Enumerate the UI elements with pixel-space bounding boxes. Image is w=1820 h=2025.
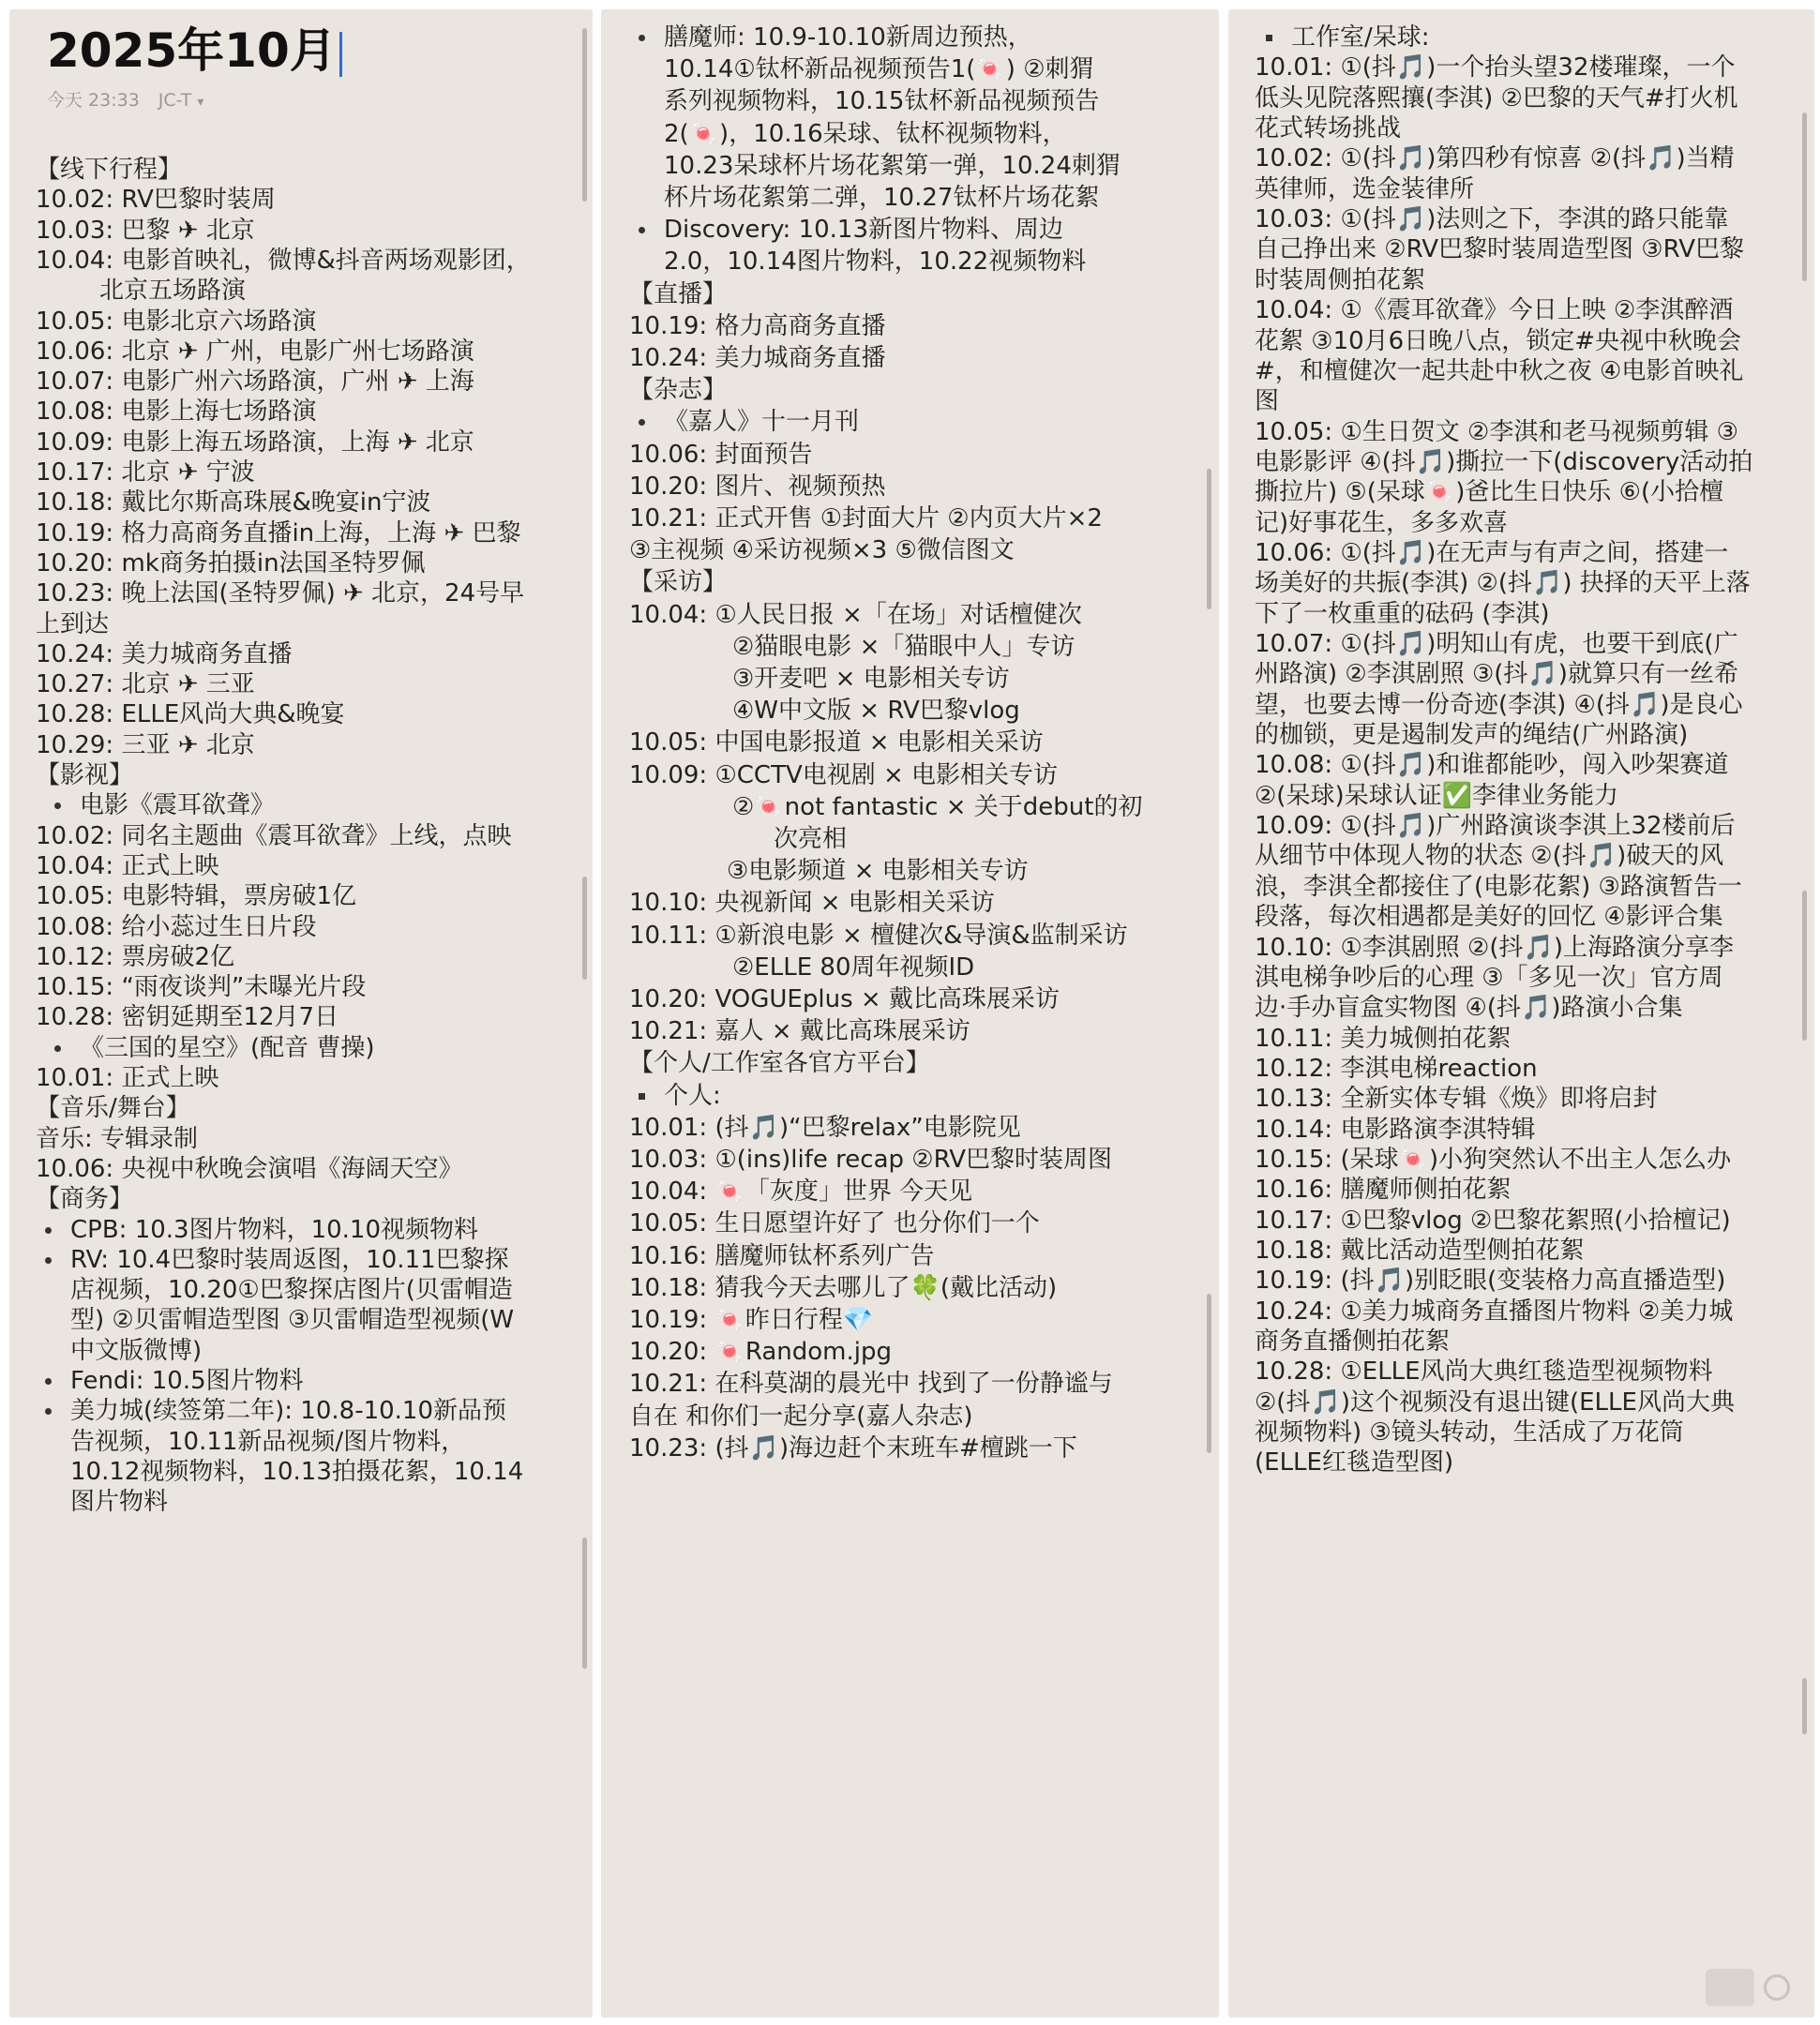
line-text: 淇电梯争吵后的心理 ③「多见一次」官方周 (1255, 963, 1723, 992)
line-text: 花式转场挑战 (1255, 114, 1402, 143)
note-date: 今天 23:33 (47, 90, 140, 111)
line-text: 10.12视频物料，10.13拍摄花絮，10.14 (70, 1457, 524, 1486)
line-text: 《嘉人》十一月刊 (664, 408, 860, 437)
note-line (9, 1481, 593, 1522)
line-text: 10.04: 🍬「灰度」世界 今天见 (629, 1178, 973, 1207)
line-text: 边·手办盲盒实物图 ④(抖🎵)路演小合集 (1255, 994, 1683, 1023)
line-text: 自己挣出来 ②RV巴黎时装周造型图 ③RV巴黎 (1255, 235, 1745, 264)
bullet-icon (639, 1093, 645, 1100)
scrollbar[interactable] (582, 28, 587, 202)
line-text: 的枷锁，更是遏制发声的绳结(广州路演) (1255, 721, 1689, 750)
line-text: 10.09: 电影上海五场路演，上海 ✈ 北京 (36, 428, 474, 457)
watermark-logo-icon (1706, 1969, 1754, 2006)
line-text: 撕拉片) ⑤(呆球🍬)爸比生日快乐 ⑥(小拾檀 (1255, 478, 1724, 507)
line-text: 10.19: (抖🎵)别眨眼(变装格力高直播造型) (1255, 1267, 1726, 1296)
line-text: 10.23: (抖🎵)海边赶个末班车#檀跳一下 (629, 1433, 1077, 1462)
line-text: ③电影频道 × 电影相关专访 (727, 857, 1029, 886)
line-text: 10.14: 电影路演李淇特辑 (1255, 1115, 1536, 1144)
line-text: 上到达 (36, 609, 110, 638)
line-text: 10.15: (呆球🍬)小狗突然认不出主人怎么办 (1255, 1145, 1732, 1174)
line-text: 段落，每次相遇都是美好的回忆 ④影评合集 (1255, 903, 1723, 932)
line-text: 商务直播侧拍花絮 (1255, 1328, 1451, 1357)
line-text: 10.18: 戴比尔斯高珠展&晚宴in宁波 (36, 488, 431, 518)
line-text: 音乐: 专辑录制 (36, 1124, 199, 1153)
bullet-icon (1266, 35, 1272, 41)
line-text: 低头见院落熙攘(李淇) ②巴黎的天气#打火机 (1255, 83, 1738, 112)
line-text: 10.02: ①(抖🎵)第四秒有惊喜 ②(抖🎵)当精 (1255, 144, 1735, 173)
bullet-icon (45, 1257, 52, 1264)
line-text: 图 (1255, 387, 1280, 416)
note-column-2 (601, 9, 1219, 2018)
line-text: 中文版微博) (70, 1336, 203, 1365)
line-text: 10.13: 全新实体专辑《焕》即将启封 (1255, 1085, 1658, 1114)
line-text: 望，也要去博一份奇迹(李淇) ④(抖🎵)是良心 (1255, 690, 1743, 719)
line-text: 10.21: 在科莫湖的晨光中 找到了一份静谧与 (629, 1370, 1113, 1399)
line-text: ②(抖🎵)这个视频没有退出键(ELLE风尚大典 (1255, 1388, 1735, 1417)
line-text: 10.08: ①(抖🎵)和谁都能吵，闯入吵架赛道 (1255, 751, 1729, 780)
bullet-icon (54, 1045, 61, 1052)
line-text: ③开麦吧 × 电影相关专访 (732, 665, 1010, 693)
line-text: 电影《震耳欲聋》 (80, 791, 276, 820)
watermark (1706, 1969, 1790, 2006)
line-text: 10.09: ①CCTV电视剧 × 电影相关专访 (629, 760, 1059, 789)
line-text: 图片物料 (70, 1488, 169, 1517)
scrollbar-thumb[interactable] (1802, 112, 1807, 281)
watermark-dot-icon (1764, 1974, 1790, 2001)
line-text: ②🍬not fantastic × 关于debut的初 (732, 792, 1143, 821)
line-text: 10.19: 格力高商务直播in上海，上海 ✈ 巴黎 (36, 518, 521, 548)
line-text: 10.24: 美力城商务直播 (36, 639, 293, 668)
line-text: 【个人/工作室各官方平台】 (629, 1049, 930, 1078)
line-text: 10.11: 美力城侧拍花絮 (1255, 1024, 1512, 1053)
line-text: 10.18: 戴比活动造型侧拍花絮 (1255, 1237, 1585, 1265)
line-text: 10.17: ①巴黎vlog ②巴黎花絮照(小拾檀记) (1255, 1206, 1731, 1235)
line-text: ④W中文版 × RV巴黎vlog (732, 697, 1020, 726)
bullet-icon (639, 227, 645, 233)
note-line (1228, 1442, 1814, 1483)
line-text: 【商务】 (36, 1185, 134, 1214)
line-text: 10.20: 🍬Random.jpg (629, 1338, 892, 1367)
line-text: 10.02: 同名主题曲《震耳欲聋》上线，点映 (36, 821, 512, 850)
line-text: 个人: (664, 1081, 721, 1110)
bullet-icon (45, 1227, 52, 1234)
line-text: 10.24: 美力城商务直播 (629, 344, 886, 372)
line-text: 10.01: 正式上映 (36, 1064, 219, 1092)
line-text: 10.04: 电影首映礼，微博&抖音两场观影团， (36, 246, 531, 275)
line-text: ②猫眼电影 ×「猫眼中人」专访 (732, 632, 1075, 661)
line-text: 10.06: 北京 ✈ 广州，电影广州七场路演 (36, 337, 474, 366)
line-text: 10.10: 央视新闻 × 电影相关采访 (629, 889, 995, 918)
line-text: 10.14①钛杯新品视频预告1(🍬) ②刺猬 (664, 55, 1094, 84)
line-text: 美力城(续签第二年): 10.8-10.10新品预 (70, 1397, 507, 1426)
line-text: 自在 和你们一起分享(嘉人杂志) (629, 1402, 973, 1431)
line-text: 店视频，10.20①巴黎探店图片(贝雷帽造 (70, 1276, 513, 1305)
line-text: 英律师，选金装律所 (1255, 174, 1475, 203)
line-text: 10.20: VOGUEplus × 戴比高珠展采访 (629, 985, 1060, 1013)
line-text: 10.21: 正式开售 ①封面大片 ②内页大片×2 (629, 504, 1103, 532)
line-text: 场美好的共振(李淇) ②(抖🎵) 抉择的天平上落 (1255, 569, 1751, 598)
line-text: 10.05: 电影特辑，票房破1亿 (36, 882, 356, 911)
line-text: 州路演) ②李淇剧照 ③(抖🎵)就算只有一丝希 (1255, 660, 1738, 689)
line-text: CPB: 10.3图片物料，10.10视频物料 (70, 1215, 479, 1244)
line-text: 10.06: ①(抖🎵)在无声与有声之间，搭建一 (1255, 538, 1729, 567)
line-text: 10.04: ①《震耳欲聋》今日上映 ②李淇醉酒 (1255, 296, 1734, 325)
bullet-icon (45, 1408, 52, 1415)
line-text: 10.02: RV巴黎时装周 (36, 186, 276, 215)
line-text: RV: 10.4巴黎时装周返图，10.11巴黎探 (70, 1245, 509, 1274)
line-text: 10.12: 票房破2亿 (36, 942, 234, 971)
scrollbar-thumb[interactable] (582, 1538, 587, 1669)
line-text: 10.05: 中国电影报道 × 电影相关采访 (629, 728, 1044, 758)
line-text: 10.23: 晚上法国(圣特罗佩) ✈ 北京，24号早 (36, 579, 525, 608)
line-text: ③主视频 ④采访视频×3 ⑤微信图文 (629, 536, 1015, 565)
line-text: 北京五场路演 (99, 277, 247, 306)
line-text: 10.18: 猜我今天去哪儿了🍀(戴比活动) (629, 1273, 1058, 1302)
line-text: 【直播】 (629, 279, 728, 308)
line-text: 10.20: 图片、视频预热 (629, 472, 886, 501)
line-text: 10.07: 电影广州六场路演，广州 ✈ 上海 (36, 368, 474, 397)
line-text: 10.05: 电影北京六场路演 (36, 307, 317, 336)
line-text: 10.11: ①新浪电影 × 檀健次&导演&监制采访 (629, 921, 1128, 950)
line-text: 《三国的星空》(配音 曹操) (80, 1033, 375, 1062)
note-header (47, 22, 342, 112)
scrollbar-thumb[interactable] (1207, 469, 1211, 609)
line-text: 10.28: ELLE风尚大典&晚宴 (36, 700, 345, 729)
line-text: 时装周侧拍花絮 (1255, 265, 1426, 294)
line-text: 工作室/呆球: (1291, 23, 1430, 52)
line-text: 【音乐/舞台】 (36, 1094, 190, 1123)
scrollbar-thumb[interactable] (582, 877, 587, 980)
line-text: 【线下行程】 (36, 156, 183, 184)
line-text: 2(🍬)，10.16呆球、钛杯视频物料， (664, 119, 1067, 148)
line-text: 10.10: ①李淇剧照 ②(抖🎵)上海路演分享李 (1255, 933, 1734, 962)
line-text: 10.21: 嘉人 × 戴比高珠展采访 (629, 1017, 970, 1046)
author-tag[interactable]: JC-T (158, 90, 192, 111)
line-text: 10.20: mk商务拍摄in法国圣特罗佩 (36, 548, 426, 578)
note-line (601, 1428, 1219, 1469)
line-text: 10.01: ①(抖🎵)一个抬头望32楼璀璨，一个 (1255, 53, 1736, 82)
line-text: 10.23呆球杯片场花絮第一弹，10.24刺猬 (664, 151, 1121, 180)
line-text: 杯片场花絮第二弹，10.27钛杯片场花絮 (664, 184, 1100, 212)
line-text: 10.03: ①(ins)life recap ②RV巴黎时装周图 (629, 1146, 1113, 1174)
bullet-icon (45, 1378, 52, 1385)
chevron-down-icon[interactable]: ▾ (197, 95, 204, 110)
scrollbar-thumb[interactable] (1207, 1294, 1211, 1453)
line-text: 10.28: 密钥延期至12月7日 (36, 1003, 339, 1032)
line-text: Fendi: 10.5图片物料 (70, 1367, 304, 1395)
line-text: 10.19: 🍬昨日行程💎 (629, 1306, 874, 1334)
line-text: 10.04: ①人民日报 ×「在场」对话檀健次 (629, 600, 1082, 629)
line-text: #，和檀健次一起共赴中秋之夜 ④电影首映礼 (1255, 356, 1744, 385)
line-text: 从细节中体现人物的状态 ②(抖🎵)破天的风 (1255, 842, 1724, 871)
line-text: ②(呆球)呆球认证✅李律业务能力 (1255, 781, 1618, 810)
note-column-1 (9, 9, 593, 2018)
line-text: 花絮 ③10月6日晚八点，锁定#央视中秋晚会 (1255, 326, 1741, 355)
note-title[interactable]: 2025年10月 (47, 23, 337, 78)
line-text: 10.19: 格力高商务直播 (629, 311, 886, 340)
line-text: 次亮相 (774, 825, 848, 853)
line-text: 10.29: 三亚 ✈ 北京 (36, 730, 255, 759)
line-text: 告视频，10.11新品视频/图片物料， (70, 1427, 466, 1456)
line-text: 膳魔师: 10.9-10.10新周边预热， (664, 23, 1032, 52)
line-text: 【影视】 (36, 761, 134, 789)
line-text: 10.27: 北京 ✈ 三亚 (36, 670, 255, 699)
line-text: 10.06: 封面预告 (629, 440, 813, 469)
line-text: Discovery: 10.13新图片物料、周边 (664, 216, 1064, 245)
line-text: 2.0，10.14图片物料，10.22视频物料 (664, 248, 1087, 277)
line-text: 10.09: ①(抖🎵)广州路演谈李淇上32楼前后 (1255, 812, 1736, 841)
line-text: 10.07: ①(抖🎵)明知山有虎，也要干到底(广 (1255, 630, 1738, 658)
line-text: 10.24: ①美力城商务直播图片物料 ②美力城 (1255, 1297, 1734, 1326)
line-text: 【杂志】 (629, 376, 728, 405)
line-text: 10.16: 膳魔师钛杯系列广告 (629, 1241, 935, 1270)
line-text: 10.05: 生日愿望许好了 也分你们一个 (629, 1209, 1040, 1238)
line-text: 下了一枚重重的砝码 (李淇) (1255, 599, 1550, 628)
line-text: 电影影评 ④(抖🎵)撕拉一下(discovery活动拍 (1255, 447, 1753, 476)
line-text: 系列视频物料，10.15钛杯新品视频预告 (664, 87, 1100, 116)
bullet-icon (639, 35, 645, 41)
line-text: (ELLE红毯造型图) (1255, 1448, 1454, 1478)
line-text: ②ELLE 80周年视频ID (732, 952, 975, 982)
scrollbar-thumb[interactable] (1802, 891, 1807, 1041)
text-cursor (339, 32, 342, 77)
line-text: 10.16: 膳魔师侧拍花絮 (1255, 1176, 1512, 1205)
bullet-icon (639, 419, 645, 426)
line-text: 视频物料) ③镜头转动，生活成了万花筒 (1255, 1418, 1684, 1448)
line-text: 记)好事花生，多多欢喜 (1255, 508, 1509, 537)
line-text: 10.03: ①(抖🎵)法则之下，李淇的路只能靠 (1255, 205, 1729, 234)
line-text: 浪，李淇全都接住了(电影花絮) ③路演暂告一 (1255, 872, 1742, 901)
note-column-3 (1228, 9, 1814, 2018)
line-text: 10.08: 电影上海七场路演 (36, 398, 317, 427)
bullet-icon (54, 802, 61, 809)
line-text: 型) ②贝雷帽造型图 ③贝雷帽造型视频(W (70, 1306, 515, 1335)
line-text: 10.15: “雨夜谈判”未曝光片段 (36, 973, 367, 1002)
line-text: 10.08: 给小蕊过生日片段 (36, 912, 317, 941)
line-text: 10.06: 央视中秋晚会演唱《海阔天空》 (36, 1154, 463, 1183)
line-text: 【采访】 (629, 568, 728, 597)
scrollbar-thumb[interactable] (1802, 1678, 1807, 1734)
line-text: 10.04: 正式上映 (36, 851, 219, 880)
line-text: 10.12: 李淇电梯reaction (1255, 1054, 1538, 1083)
line-text: 10.05: ①生日贺文 ②李淇和老马视频剪辑 ③ (1255, 417, 1738, 446)
line-text: 10.01: (抖🎵)“巴黎relax”电影院见 (629, 1113, 1021, 1142)
line-text: 10.03: 巴黎 ✈ 北京 (36, 216, 255, 245)
line-text: 10.28: ①ELLE风尚大典红毯造型视频物料 (1255, 1358, 1713, 1387)
line-text: 10.17: 北京 ✈ 宁波 (36, 458, 255, 487)
